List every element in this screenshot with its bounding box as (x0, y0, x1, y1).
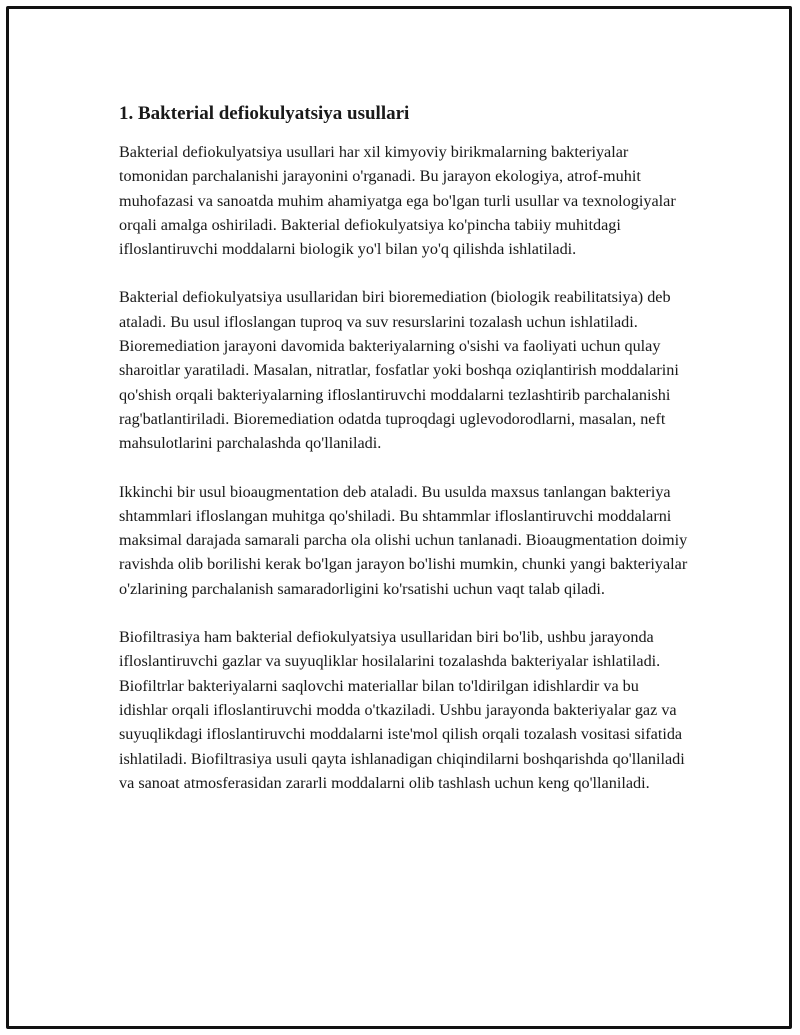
section-heading: 1. Bakterial defiokulyatsiya usullari (119, 103, 410, 124)
paragraph-intro: Bakterial defiokulyatsiya usullari har xil kimyoviy birikmalarning bakteriyalar tomonidan parchalanishi jarayonini o'rganadi. Bu jarayon ekologiya, atrof-muhit muhofazasi va sanoatda muhim ahamiyatga ega bo'lgan turli usullar va texnologiyalar orqali amalga oshiriladi. Bakterial defiokulyatsiya ko'pincha tabiiy muhitdagi ifloslantiruvchi moddalarni biologik yo'l bilan yo'q qilishda ishlatiladi. (119, 143, 676, 259)
document-body (119, 102, 689, 819)
paragraph-bioaugmentation: Ikkinchi bir usul bioaugmentation deb ataladi. Bu usulda maxsus tanlangan bakteriya shtammlari ifloslangan muhitga qo'shiladi. Bu shtammlar ifloslantiruvchi moddalarni maksimal darajada samarali parcha ola olishi uchun tanlanadi. Bioaugmentation doimiy ravishda olib borilishi kerak bo'lgan jarayon bo'lishi mumkin, chunki yangi bakteriyalar o'zlarining parchalanish samaradorligini ko'rsatishi uchun vaqt talab qiladi. (119, 482, 688, 598)
paragraph-biofiltration: Biofiltrasiya ham bakterial defiokulyatsiya usullaridan biri bo'lib, ushbu jarayonda ifloslantiruvchi gazlar va suyuqliklar hosilalarini tozalashda bakteriyalar ishlatiladi. Biofiltrlar bakteriyalarni saqlovchi materiallar bilan to'ldirilgan idishlardir va bu idishlar orqali ifloslantiruvchi modda o'tkaziladi. Ushbu jarayonda bakteriyalar gaz va suyuqlikdagi ifloslantiruvchi moddalarni iste'mol qilish orqali tozalash vositasi sifatida ishlatiladi. Biofiltrasiya usuli qayta ishlanadigan chiqindilarni boshqarishda qo'llaniladi va sanoat atmosferasidan zararli moddalarni olib tashlash uchun keng qo'llaniladi. (119, 628, 685, 792)
page-frame (6, 6, 792, 1029)
paragraph-bioremediation: Bakterial defiokulyatsiya usullaridan biri bioremediation (biologik reabilitatsiya) deb ataladi. Bu usul ifloslangan tuproq va suv resurslarini tozalash uchun ishlatiladi. Bioremediation jarayoni davomida bakteriyalarning o'sishi va faoliyati uchun qulay sharoitlar yaratiladi. Masalan, nitratlar, fosfatlar yoki boshqa oziqlantirish moddalarini qo'shish orqali bakteriyalarning ifloslantiruvchi moddalarni tezlashtirib parchalanishi rag'batlantiriladi. Bioremediation odatda tuproqdagi uglevodorodlarni, masalan, neft mahsulotlarini parchalashda qo'llaniladi. (119, 288, 679, 453)
